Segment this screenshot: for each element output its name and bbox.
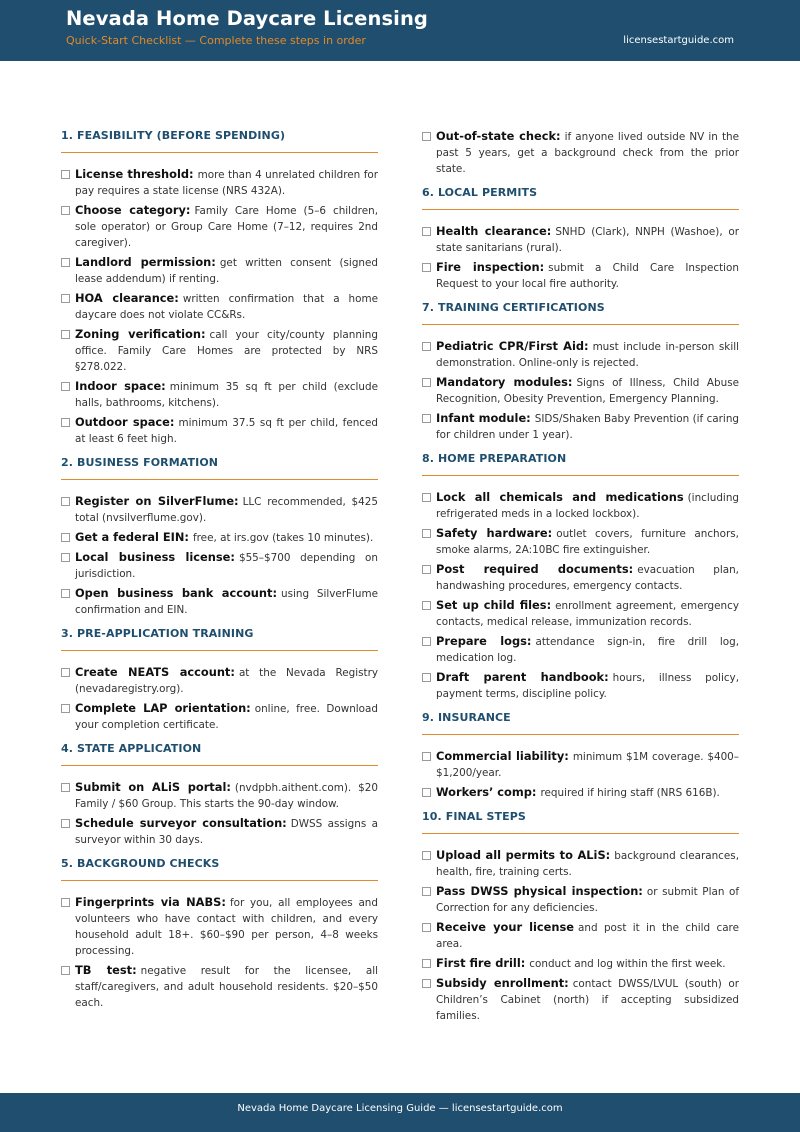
item-text: minimum 37.5 sq ft per child, fenced at least 6 feet high. (75, 417, 378, 445)
section-training-certifications (422, 300, 739, 443)
checkbox-icon[interactable] (61, 533, 70, 542)
item-lead: Safety hardware: (436, 526, 553, 540)
item-text: minimum 35 sq ft per child (exclude halls, bathrooms, kitchens). (75, 381, 378, 409)
checklist-item (422, 784, 739, 801)
checkbox-icon[interactable] (61, 330, 70, 339)
section-pre-application-training (61, 626, 378, 733)
checkbox-icon[interactable] (422, 493, 431, 502)
checkbox-icon[interactable] (422, 414, 431, 423)
checkbox-icon[interactable] (61, 668, 70, 677)
item-lead: Submit on ALiS portal: (75, 780, 231, 794)
item-lead: License threshold: (75, 167, 194, 181)
section-title: 5. BACKGROUND CHECKS (61, 856, 378, 881)
checklist-item (422, 633, 739, 666)
item-lead: Fire inspection: (436, 260, 545, 274)
section-title: 2. BUSINESS FORMATION (61, 455, 378, 480)
checkbox-icon[interactable] (422, 565, 431, 574)
checklist-item (422, 223, 739, 256)
item-text: negative result for the licensee, all staff/caregivers, and adult household residents. $20–$50 each. (75, 965, 378, 1009)
item-lead: Health clearance: (436, 224, 552, 238)
item-text: conduct and log within the first week. (529, 958, 726, 970)
item-lead: Prepare logs: (436, 634, 532, 648)
item-text: minimum $1M coverage. $400–$1,200/year. (436, 751, 739, 779)
checkbox-icon[interactable] (422, 132, 431, 141)
checklist-item (61, 290, 378, 323)
item-text: and post it in the child care area. (436, 922, 739, 950)
item-lead: First fire drill: (436, 956, 526, 970)
item-text: free, at irs.gov (takes 10 minutes). (192, 532, 374, 544)
item-lead: Upload all permits to ALiS: (436, 848, 611, 862)
checklist-item (422, 919, 739, 952)
checklist-item (61, 700, 378, 733)
checklist-item (61, 414, 378, 447)
item-lead: Zoning verification: (75, 327, 206, 341)
item-lead: Outdoor space: (75, 415, 175, 429)
item-lead: Get a federal EIN: (75, 530, 189, 544)
checkbox-icon[interactable] (61, 497, 70, 506)
page-subtitle: Quick-Start Checklist — Complete these steps in order (66, 34, 366, 47)
section-background-checks-cont (422, 128, 739, 177)
section-title: 7. TRAINING CERTIFICATIONS (422, 300, 739, 325)
checkbox-icon[interactable] (422, 378, 431, 387)
item-text: submit a Child Care Inspection Request to your local fire authority. (436, 262, 739, 290)
item-lead: Pediatric CPR/First Aid: (436, 339, 589, 353)
checklist-item (61, 326, 378, 375)
checklist-item (422, 410, 739, 443)
item-lead: TB test: (75, 963, 137, 977)
item-lead: Indoor space: (75, 379, 166, 393)
checkbox-icon[interactable] (61, 206, 70, 215)
item-lead: Draft parent handbook: (436, 670, 609, 684)
checkbox-icon[interactable] (61, 382, 70, 391)
checklist-item (422, 374, 739, 407)
item-lead: Workers’ comp: (436, 785, 537, 799)
item-text: Signs of Illness, Child Abuse Recognition, Obesity Prevention, Emergency Planning. (436, 377, 740, 405)
item-text: online, free. Download your completion certificate. (75, 703, 378, 731)
item-text: or submit Plan of Correction for any deficiencies. (436, 886, 739, 914)
checkbox-icon[interactable] (422, 979, 431, 988)
item-text: must include in-person skill demonstration. Online-only is rejected. (436, 341, 739, 369)
item-lead: Lock all chemicals and medications (436, 490, 684, 504)
checklist-item (422, 669, 739, 702)
item-text: written confirmation that a home daycare does not violate CC&Rs. (75, 293, 378, 321)
item-text: if anyone lived outside NV in the past 5 years, get a background check from the prior state. (436, 131, 740, 175)
item-lead: Register on SilverFlume: (75, 494, 239, 508)
checkbox-icon[interactable] (61, 966, 70, 975)
section-final-steps (422, 809, 739, 1024)
item-lead: Create NEATS account: (75, 665, 235, 679)
item-text: outlet covers, furniture anchors, smoke alarms, 2A:10BC fire extinguisher. (436, 528, 739, 556)
checkbox-icon[interactable] (422, 263, 431, 272)
section-title: 4. STATE APPLICATION (61, 741, 378, 766)
section-background-checks (61, 856, 378, 1011)
section-title: 10. FINAL STEPS (422, 809, 739, 834)
section-state-application (61, 741, 378, 848)
checklist-item (422, 259, 739, 292)
item-text: SIDS/Shaken Baby Prevention (if caring for children under 1 year). (436, 413, 739, 441)
item-text: call your city/county planning office. Family Care Homes are protected by NRS §278.022. (75, 329, 378, 373)
checkbox-icon[interactable] (61, 418, 70, 427)
section-insurance (422, 710, 739, 801)
checkbox-icon[interactable] (61, 553, 70, 562)
page-title: Nevada Home Daycare Licensing (66, 7, 428, 30)
checkbox-icon[interactable] (422, 752, 431, 761)
checkbox-icon[interactable] (422, 959, 431, 968)
site-link[interactable]: licensestartguide.com (623, 35, 734, 46)
item-text: $55–$700 depending on jurisdiction. (75, 552, 378, 580)
checkbox-icon[interactable] (422, 601, 431, 610)
item-lead: Local business license: (75, 550, 235, 564)
checklist-item (61, 549, 378, 582)
checkbox-icon[interactable] (422, 923, 431, 932)
checkbox-icon[interactable] (422, 227, 431, 236)
checkbox-icon[interactable] (422, 637, 431, 646)
item-text: evacuation plan, handwashing procedures, emergency contacts. (436, 564, 739, 592)
checklist-item (61, 378, 378, 411)
page-footer (0, 1093, 800, 1132)
checkbox-icon[interactable] (61, 258, 70, 267)
checkbox-icon[interactable] (422, 529, 431, 538)
checkbox-icon[interactable] (422, 342, 431, 351)
item-lead: Commercial liability: (436, 749, 569, 763)
item-text: for you, all employees and volunteers who have contact with children, and every household adult 18+. $60–$90 per person, 4–8 weeks processing. (75, 897, 378, 957)
item-lead: Post required documents: (436, 562, 634, 576)
section-title: 6. LOCAL PERMITS (422, 185, 739, 210)
item-text: (nvdpbh.aithent.com). $20 Family / $60 Group. This starts the 90-day window. (75, 782, 378, 810)
page-header (0, 0, 800, 61)
section-title: 8. HOME PREPARATION (422, 451, 739, 476)
item-lead: Subsidy enrollment: (436, 976, 569, 990)
checklist-item (422, 597, 739, 630)
checklist-item (422, 525, 739, 558)
checklist-item (422, 847, 739, 880)
item-lead: Schedule surveyor consultation: (75, 816, 287, 830)
checklist-item (422, 955, 739, 972)
item-lead: Mandatory modules: (436, 375, 573, 389)
item-text: background clearances, health, fire, training certs. (436, 850, 739, 878)
checklist-item (61, 962, 378, 1011)
checkbox-icon[interactable] (61, 294, 70, 303)
checkbox-icon[interactable] (61, 819, 70, 828)
item-lead: Fingerprints via NABS: (75, 895, 226, 909)
item-text: more than 4 unrelated children for pay requires a state license (NRS 432A). (75, 169, 378, 197)
section-feasibility (61, 128, 378, 447)
checklist-item (422, 883, 739, 916)
item-lead: Open business bank account: (75, 586, 278, 600)
checkbox-icon[interactable] (61, 589, 70, 598)
checklist-item (61, 493, 378, 526)
checkbox-icon[interactable] (61, 170, 70, 179)
item-text: (including refrigerated meds in a locked lockbox). (436, 492, 739, 520)
section-title: 1. FEASIBILITY (BEFORE SPENDING) (61, 128, 378, 153)
item-text: using SilverFlume confirmation and EIN. (75, 588, 378, 616)
item-text: attendance sign-in, fire drill log, medication log. (436, 636, 739, 664)
item-text: hours, illness policy, payment terms, discipline policy. (436, 672, 739, 700)
item-lead: Landlord permission: (75, 255, 216, 269)
section-business-formation (61, 455, 378, 618)
checklist-item (422, 489, 739, 522)
item-lead: Set up child files: (436, 598, 552, 612)
checklist-item (422, 561, 739, 594)
item-text: Family Care Home (5–6 children, sole operator) or Group Care Home (7–12, requires 2nd caregiver). (75, 205, 378, 249)
right-column (422, 128, 739, 1032)
item-text: required if hiring staff (NRS 616B). (540, 787, 720, 799)
item-lead: Choose category: (75, 203, 191, 217)
section-local-permits (422, 185, 739, 292)
checklist-item (61, 779, 378, 812)
checklist-item (61, 166, 378, 199)
checklist-item (61, 815, 378, 848)
checkbox-icon[interactable] (422, 788, 431, 797)
checklist-item (61, 202, 378, 251)
item-lead: Complete LAP orientation: (75, 701, 251, 715)
item-text: at the Nevada Registry (nevadaregistry.org). (75, 667, 378, 695)
item-text: DWSS assigns a surveyor within 30 days. (75, 818, 378, 846)
checklist-item (422, 128, 739, 177)
checkbox-icon[interactable] (61, 783, 70, 792)
checklist-item (61, 664, 378, 697)
section-title: 9. INSURANCE (422, 710, 739, 735)
section-home-preparation (422, 451, 739, 702)
checkbox-icon[interactable] (422, 673, 431, 682)
item-lead: Out-of-state check: (436, 129, 561, 143)
checklist-item (61, 529, 378, 546)
checkbox-icon[interactable] (61, 704, 70, 713)
item-text: LLC recommended, $425 total (nvsilverflume.gov). (75, 496, 378, 524)
item-text: enrollment agreement, emergency contacts, medical release, immunization records. (436, 600, 739, 628)
left-column (61, 128, 378, 1019)
item-text: SNHD (Clark), NNPH (Washoe), or state sanitarians (rural). (436, 226, 739, 254)
item-text: get written consent (signed lease addendum) if renting. (75, 257, 378, 285)
footer-text: Nevada Home Daycare Licensing Guide — licensestartguide.com (237, 1103, 563, 1114)
item-text: contact DWSS/LVUL (south) or Children’s Cabinet (north) if accepting subsidized families. (436, 978, 739, 1022)
checkbox-icon[interactable] (422, 851, 431, 860)
checklist-item (61, 254, 378, 287)
item-lead: Pass DWSS physical inspection: (436, 884, 643, 898)
checkbox-icon[interactable] (422, 887, 431, 896)
checklist-item (61, 894, 378, 959)
checkbox-icon[interactable] (61, 898, 70, 907)
item-lead: Infant module: (436, 411, 531, 425)
checklist-item (422, 338, 739, 371)
section-title: 3. PRE-APPLICATION TRAINING (61, 626, 378, 651)
item-lead: HOA clearance: (75, 291, 179, 305)
item-lead: Receive your license (436, 920, 575, 934)
checklist-item (61, 585, 378, 618)
checklist-item (422, 975, 739, 1024)
checklist-item (422, 748, 739, 781)
